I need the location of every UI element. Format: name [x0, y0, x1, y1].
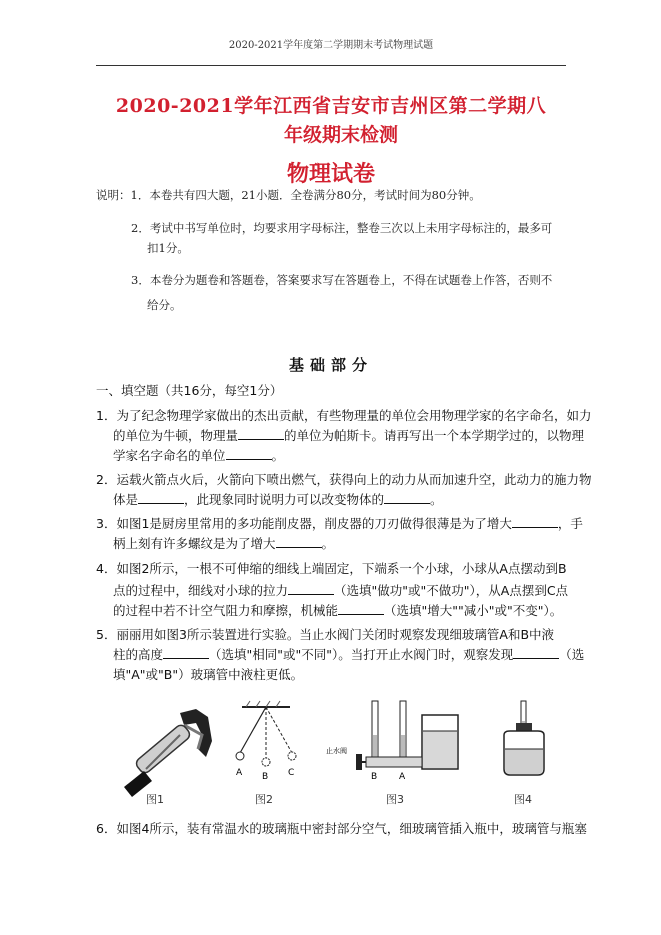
figure-2-caption: 图2: [255, 793, 273, 806]
answer-blank[interactable]: [512, 513, 558, 528]
question-3-text: ，手: [557, 516, 583, 531]
instruction-3-cont: 给分。: [147, 298, 182, 312]
answer-blank[interactable]: [288, 580, 334, 595]
question-2-line2: [113, 487, 443, 513]
question-1-line1: 1．为了纪念物理学家做出的杰出贡献，有些物理量的单位会用物理学家的名字命名，如力: [96, 408, 592, 423]
tube-a-label: A: [399, 772, 406, 782]
question-1-text: 。: [271, 448, 285, 463]
question-5-text: （选填"相同"或"不同"）。当打开止水阀门时，观察发现: [209, 647, 514, 662]
figure-2-pendulum: [226, 695, 306, 805]
instruction-2: 2．考试中书写单位时，均要求用字母标注，整卷三次以上未用字母标注的，最多可: [131, 221, 553, 235]
question-1-line3: [113, 443, 284, 469]
instruction-3: 3．本卷分为题卷和答题卷，答案要求写在答题卷上，不得在试题卷上作答，否则不: [131, 273, 553, 287]
answer-blank[interactable]: [238, 425, 284, 440]
point-a-label: A: [236, 768, 243, 778]
figure-4-bottle: [494, 695, 554, 805]
question-5-line3: 填"A"或"B"）玻璃管中液柱更低。: [113, 667, 304, 682]
part-label: 一、填空题（共16分，每空1分）: [96, 383, 283, 398]
question-3-text: 3．如图1是厨房里常用的多功能削皮器，削皮器的刀刃做得很薄是为了增大: [96, 516, 512, 531]
question-4-text: （选填"做功"或"不做功"），从A点摆到C点: [334, 583, 569, 598]
figure-1-peeler: [110, 695, 220, 805]
answer-blank[interactable]: [276, 533, 322, 548]
point-c-label: C: [288, 768, 295, 778]
question-3-text: 。: [321, 536, 335, 551]
header-divider: [96, 65, 566, 66]
question-1-text: 的单位为牛顿，物理量: [113, 428, 239, 443]
instruction-2-cont: 扣1分。: [147, 241, 189, 255]
question-5-text: （选: [559, 647, 585, 662]
answer-blank[interactable]: [338, 600, 384, 615]
question-2-line1: 2．运载火箭点火后，火箭向下喷出燃气，获得向上的动力从而加速升空，此动力的施力物: [96, 472, 592, 487]
answer-blank[interactable]: [513, 644, 559, 659]
question-4-text: 点的过程中，细线对小球的拉力: [113, 583, 289, 598]
page-header: 2020-2021学年度第二学期期末考试物理试题: [228, 40, 434, 51]
question-4-line1: 4．如图2所示，一根不可伸缩的细线上端固定，下端系一个小球，小球从A点摆动到B: [96, 561, 567, 576]
question-4-text: （选填"增大""减小"或"不变"）。: [384, 603, 563, 618]
figure-4-caption: 图4: [514, 793, 532, 806]
exam-title-line1: 2020-2021学年江西省吉安市吉州区第二学期八: [115, 95, 547, 117]
exam-subject-title: 物理试卷: [286, 161, 375, 187]
question-4-line3: [113, 598, 562, 624]
question-2-text: ，此现象同时说明力可以改变物体的: [184, 492, 385, 507]
question-5-line1: 5．丽丽用如图3所示装置进行实验。当止水阀门关闭时观察发现细玻璃管A和B中液: [96, 627, 555, 642]
question-4-text: 的过程中若不计空气阻力和摩擦，机械能: [113, 603, 339, 618]
answer-blank[interactable]: [138, 489, 184, 504]
question-1-text: 的单位为帕斯卡。请再写出一个本学期学过的，以物理: [284, 428, 585, 443]
exam-title-line2: 年级期末检测: [283, 124, 398, 146]
question-1-text: 学家名字命名的单位: [113, 448, 226, 463]
figure-1-caption: 图1: [146, 793, 164, 806]
instruction-1: 说明：1．本卷共有四大题，21小题．全卷满分80分，考试时间为80分钟。: [96, 188, 481, 202]
figure-3-apparatus: [326, 695, 466, 805]
question-6-line1: 6．如图4所示，装有常温水的玻璃瓶中密封部分空气，细玻璃管插入瓶中，玻璃管与瓶塞: [96, 821, 587, 836]
question-5-text: 柱的高度: [113, 647, 164, 662]
answer-blank[interactable]: [226, 445, 272, 460]
section-title: 基础部分: [288, 356, 373, 374]
answer-blank[interactable]: [384, 489, 430, 504]
question-3-line2: [113, 531, 334, 557]
answer-blank[interactable]: [163, 644, 209, 659]
tube-b-label: B: [371, 772, 378, 782]
question-2-text: 。: [430, 492, 443, 507]
question-2-text: 体是: [113, 492, 139, 507]
point-b-label: B: [262, 772, 269, 782]
valve-label: 止水阀: [326, 747, 347, 755]
figure-3-caption: 图3: [386, 793, 404, 806]
question-3-text: 柄上刻有许多螺纹是为了增大: [113, 536, 276, 551]
